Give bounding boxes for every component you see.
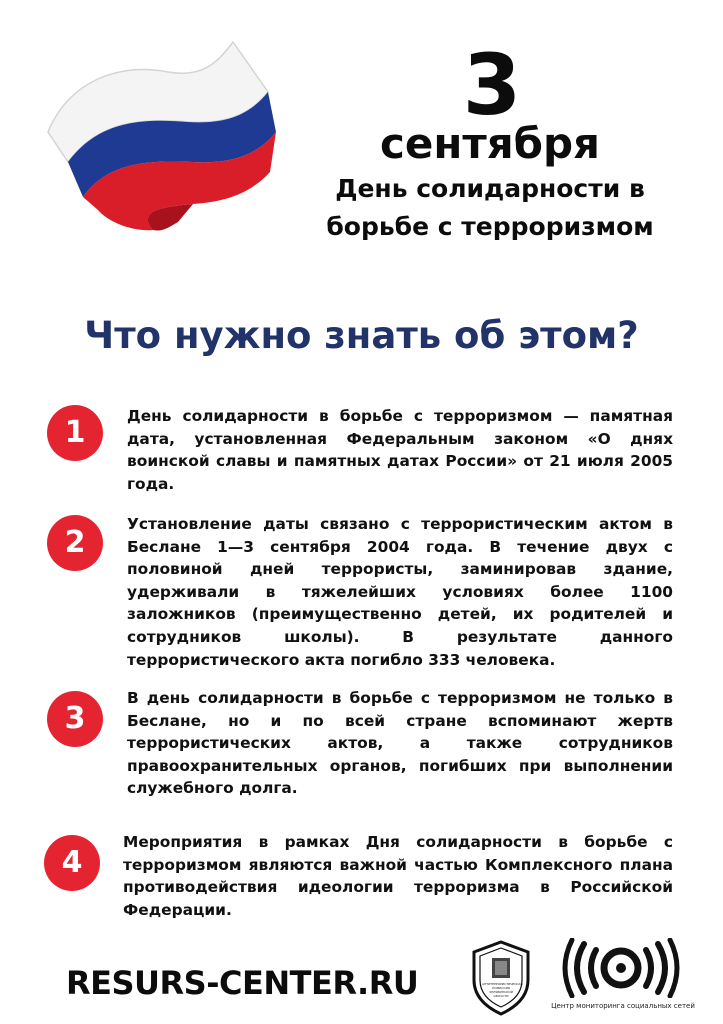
item-text: В день солидарности в борьбе с терроризмом не только в Беслане, но и по всей стране вспоминают жертв террористических актов, а также сотрудников правоохранительных органов, погибших при выполнении служебного долга. <box>127 689 673 798</box>
page-title: День солидарности в борьбе с терроризмом <box>326 174 654 241</box>
number-badge: 3 <box>47 691 103 747</box>
number-badge: 1 <box>47 405 103 461</box>
russian-flag-icon <box>28 22 278 242</box>
emblem-text: АНТИТЕРРОРИСТИЧЕСКАЯ КОМИССИЯ ЧЕЛЯБИНСКОЙ ОБЛАСТИ <box>482 982 523 998</box>
date-month: сентября <box>379 119 601 168</box>
center-caption: Центр мониторинга социальных сетей <box>551 1002 695 1010</box>
item-text: День солидарности в борьбе с терроризмом — памятная дата, установленная Федеральным законом «О днях воинской славы и памятных датах России» от 21 июля 2005 года. <box>127 407 673 493</box>
item-text: Мероприятия в рамках Дня солидарности в борьбе с терроризмом являются важной частью Комплексного плана противодействия идеологии терроризма в Российской Федерации. <box>123 833 673 919</box>
shield-emblem-icon <box>470 940 532 1016</box>
broadcast-signal-icon <box>562 938 680 998</box>
site-link[interactable]: RESURS-CENTER.RU <box>66 964 419 1002</box>
number-badge: 4 <box>44 835 100 891</box>
item-text: Установление даты связано с террористическим актом в Беслане 1—3 сентября 2004 года. В течение двух с половиной дней террористы, заминировав здание, удерживали в тяжелейших условиях более 1100 заложников (преимущественно детей, их родителей и сотрудников школы). В результате данного террористического акта погибло 333 человека. <box>127 515 673 669</box>
number-badge: 2 <box>47 515 103 571</box>
section-heading: Что нужно знать об этом? <box>84 314 639 357</box>
date-day: 3 <box>462 36 522 134</box>
